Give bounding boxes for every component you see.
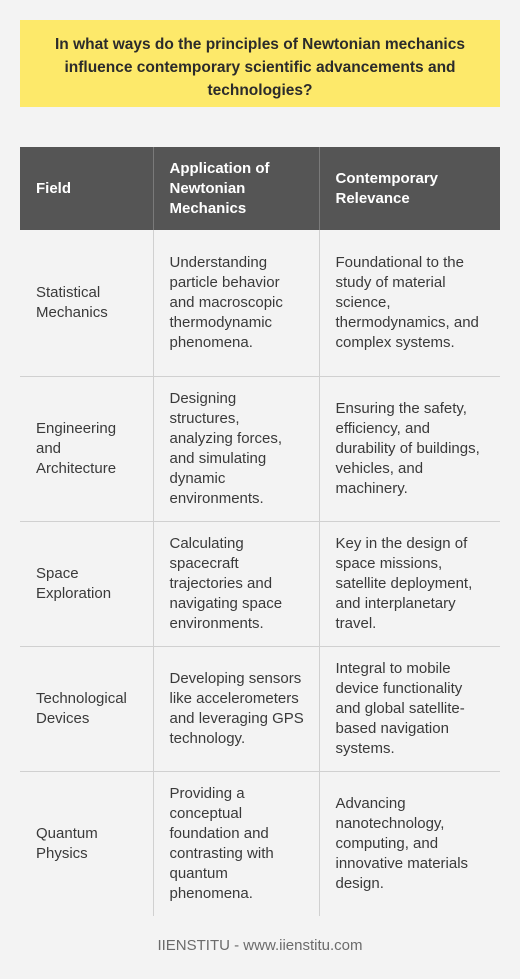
table-header-row xyxy=(20,147,500,230)
relevance-cell: Foundational to the study of material science, thermodynamics, and complex systems. xyxy=(319,230,500,377)
field-cell: Statistical Mechanics xyxy=(20,230,153,377)
table-row xyxy=(20,772,500,917)
header-field: Field xyxy=(20,147,153,230)
relevance-cell: Integral to mobile device functionality and global satellite-based navigation systems. xyxy=(319,647,500,772)
header-application: Application of Newtonian Mechanics xyxy=(153,147,319,230)
table-row xyxy=(20,377,500,522)
application-cell: Calculating spacecraft trajectories and navigating space environments. xyxy=(153,522,319,647)
table-row xyxy=(20,647,500,772)
relevance-cell: Ensuring the safety, efficiency, and durability of buildings, vehicles, and machinery. xyxy=(319,377,500,522)
field-cell: Quantum Physics xyxy=(20,772,153,917)
field-cell: Technological Devices xyxy=(20,647,153,772)
relevance-cell: Key in the design of space missions, satellite deployment, and interplanetary travel. xyxy=(319,522,500,647)
footer-credit: IIENSTITU - www.iienstitu.com xyxy=(157,937,363,954)
application-cell: Understanding particle behavior and macroscopic thermodynamic phenomena. xyxy=(153,230,319,377)
question-title: In what ways do the principles of Newtonian mechanics influence contemporary scientific advancements and technologies? xyxy=(20,20,500,107)
field-cell: Space Exploration xyxy=(20,522,153,647)
comparison-table xyxy=(20,147,500,916)
application-cell: Designing structures, analyzing forces, and simulating dynamic environments. xyxy=(153,377,319,522)
table-row xyxy=(20,522,500,647)
application-cell: Providing a conceptual foundation and contrasting with quantum phenomena. xyxy=(153,772,319,917)
application-cell: Developing sensors like accelerometers and leveraging GPS technology. xyxy=(153,647,319,772)
header-relevance: Contemporary Relevance xyxy=(319,147,500,230)
table-row xyxy=(20,230,500,377)
relevance-cell: Advancing nanotechnology, computing, and innovative materials design. xyxy=(319,772,500,917)
field-cell: Engineering and Architecture xyxy=(20,377,153,522)
